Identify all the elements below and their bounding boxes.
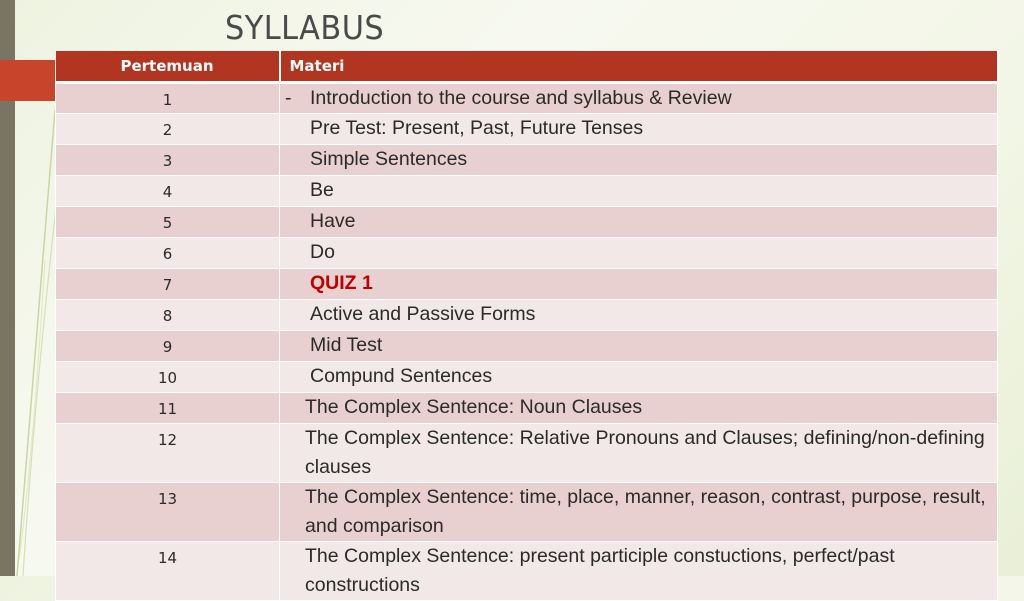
row-materi: The Complex Sentence: present participle constuctions, perfect/past constructions xyxy=(280,542,998,601)
row-number: 8 xyxy=(56,300,280,331)
row-number: 4 xyxy=(56,176,280,207)
row-materi: The Complex Sentence: Noun Clauses xyxy=(280,393,998,424)
row-materi xyxy=(280,269,998,300)
table-row xyxy=(56,145,998,176)
table-row xyxy=(56,207,998,238)
row-materi: Mid Test xyxy=(280,331,998,362)
table-row xyxy=(56,269,998,300)
table-row xyxy=(56,483,998,542)
row-number: 1 xyxy=(56,83,280,114)
row-materi: Compund Sentences xyxy=(280,362,998,393)
table-row xyxy=(56,393,998,424)
table-header-row xyxy=(56,51,998,83)
table-row xyxy=(56,362,998,393)
row-materi: Have xyxy=(280,207,998,238)
table-row xyxy=(56,114,998,145)
row-number: 14 xyxy=(56,542,280,601)
header-materi: Materi xyxy=(280,51,998,83)
row-number: 11 xyxy=(56,393,280,424)
table-row xyxy=(56,238,998,269)
row-number: 5 xyxy=(56,207,280,238)
row-number: 6 xyxy=(56,238,280,269)
row-materi xyxy=(280,83,998,114)
table-row xyxy=(56,542,998,601)
row-materi: Be xyxy=(280,176,998,207)
quiz-label: QUIZ 1 xyxy=(310,272,373,294)
table-row xyxy=(56,83,998,114)
table-row xyxy=(56,300,998,331)
row-number: 7 xyxy=(56,269,280,300)
table-row xyxy=(56,176,998,207)
row-materi: The Complex Sentence: Relative Pronouns and Clauses; defining/non-defining clauses xyxy=(280,424,998,483)
syllabus-table xyxy=(55,51,999,601)
header-pertemuan: Pertemuan xyxy=(56,51,280,83)
table-row xyxy=(56,424,998,483)
red-accent-block xyxy=(0,60,55,101)
row-materi: Do xyxy=(280,238,998,269)
row-materi: Active and Passive Forms xyxy=(280,300,998,331)
row-materi: Pre Test: Present, Past, Future Tenses xyxy=(280,114,998,145)
row-materi: The Complex Sentence: time, place, manner, reason, contrast, purpose, result, and comparison xyxy=(280,483,998,542)
row-materi: Simple Sentences xyxy=(280,145,998,176)
row-number: 9 xyxy=(56,331,280,362)
slide-title: SYLLABUS xyxy=(225,8,385,47)
row-number: 12 xyxy=(56,424,280,483)
bullet-dash: - xyxy=(285,87,292,109)
row-number: 10 xyxy=(56,362,280,393)
row-number: 2 xyxy=(56,114,280,145)
row-number: 3 xyxy=(56,145,280,176)
row-materi-text: Introduction to the course and syllabus & Review xyxy=(310,87,732,109)
row-number: 13 xyxy=(56,483,280,542)
table-row xyxy=(56,331,998,362)
